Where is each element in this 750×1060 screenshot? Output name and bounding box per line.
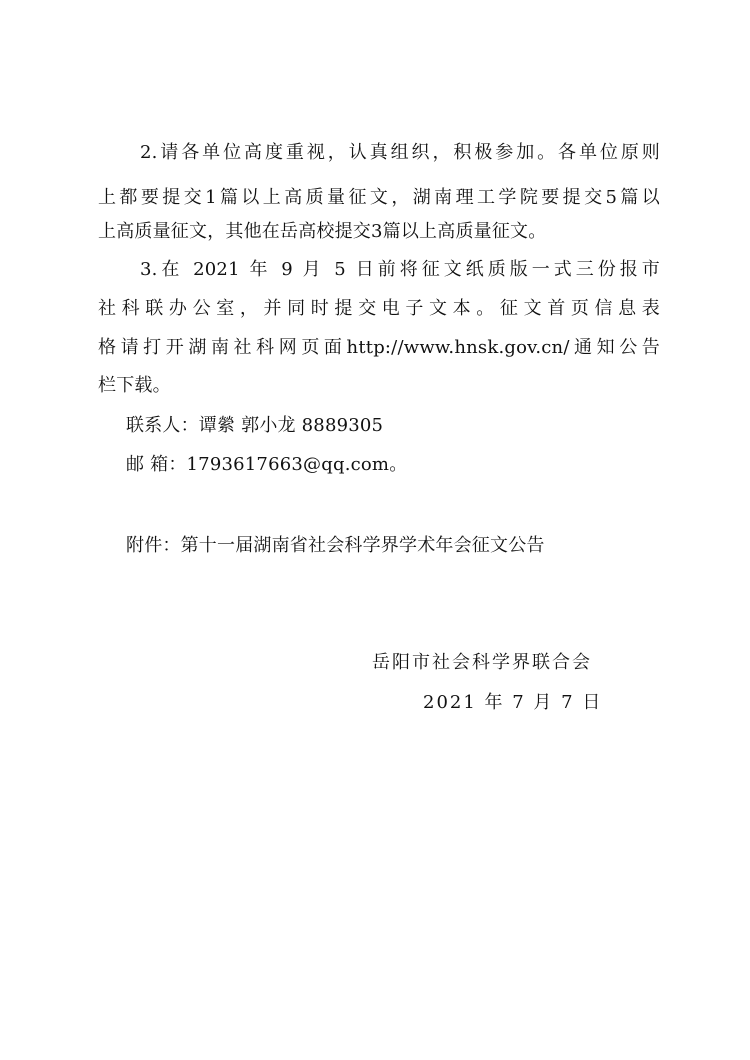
paragraph-2-line-2: 上都要提交1篇以上高质量征文，湖南理工学院要提交5篇以: [98, 187, 660, 208]
contact-email: 邮 箱：1793617663@qq.com。: [126, 454, 408, 475]
paragraph-3-line-1: 3.在 2021 年 9 月 5 日前将征文纸质版一式三份报市: [140, 259, 660, 280]
paragraph-3-line-4: 栏下载。: [98, 375, 171, 396]
paragraph-3-line-3: 格请打开湖南社科网页面http://www.hnsk.gov.cn/通知公告: [98, 337, 660, 358]
paragraph-2-line-3: 上高质量征文，其他在岳高校提交3篇以上高质量征文。: [98, 221, 547, 242]
contact-person: 联系人：谭縈 郭小龙 8889305: [126, 415, 384, 436]
signature-organization: 岳阳市社会科学界联合会: [372, 652, 592, 673]
paragraph-2-line-1: 2.请各单位高度重视，认真组织，积极参加。各单位原则: [140, 142, 660, 163]
signature-date: 2021 年 7 月 7 日: [423, 692, 603, 713]
attachment-line: 附件：第十一届湖南省社会科学界学术年会征文公告: [126, 535, 545, 556]
paragraph-3-line-2: 社科联办公室，并同时提交电子文本。征文首页信息表: [98, 298, 660, 319]
